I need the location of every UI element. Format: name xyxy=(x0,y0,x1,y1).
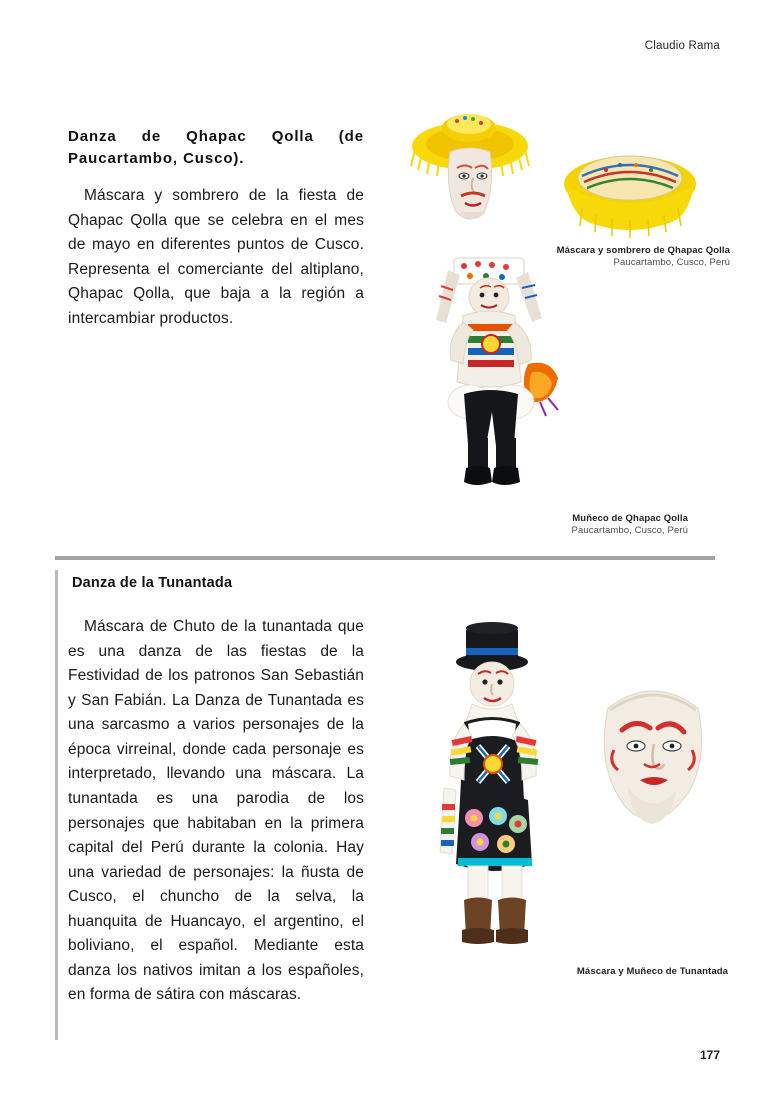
section-qhapac-qolla-body: Máscara y sombrero de la fiesta de Qhapac Qolla que se celebra en el mes de mayo en diferentes puntos de Cusco. Representa el comerciante del altiplano, Qhapac Qolla, que baja a la región a intercambiar productos. xyxy=(68,187,364,327)
caption-subtitle: Paucartambo, Cusco, Perú xyxy=(613,257,730,269)
mask-with-yellow-hat-photo xyxy=(405,108,535,240)
yellow-hat-photo xyxy=(556,140,704,240)
caption-title: Máscara y sombrero de Qhapac Qolla xyxy=(556,245,730,256)
caption-subtitle: Paucartambo, Cusco, Perú xyxy=(571,525,688,537)
running-head: Claudio Rama xyxy=(644,40,720,52)
tunantada-mask-photo xyxy=(588,668,718,828)
section-qhapac-qolla-text xyxy=(68,126,364,331)
left-vertical-rule xyxy=(55,570,58,1040)
section-tunantada-heading: Danza de la Tunantada xyxy=(72,575,233,591)
caption-qhapac-qolla-doll xyxy=(388,513,688,537)
section-qhapac-qolla-heading: Danza de Qhapac Qolla (de Paucartambo, Cusco). xyxy=(68,128,364,168)
caption-tunantada xyxy=(428,966,728,978)
caption-title: Muñeco de Qhapac Qolla xyxy=(572,513,688,524)
caption-title: Máscara y Muñeco de Tunantada xyxy=(576,966,728,977)
page-number: 177 xyxy=(699,1048,720,1062)
section-divider-rule xyxy=(55,556,715,560)
qhapac-qolla-doll-photo xyxy=(408,252,594,510)
section-tunantada-body: Máscara de Chuto de la tunantada que es una danza de las fiestas de la Festividad de los patronos San Sebastián y San Fabián. La Danza de Tunantada es una sarcasmo a varios personajes de la época virreinal, donde cada personaje es interpretado, llevando una máscara. La tunantada es una parodia de los personajes que habitaban en la primera capital del Perú durante la colonia. Hay una variedad de personajes: la ñusta de Cusco, el chuncho de la selva, la huanquita de Huancayo, el argentino, el boliviano, el español. Mediante esta danza los nativos imitan a los españoles, en forma de sátira con máscaras. xyxy=(68,618,364,1004)
tunantada-doll-photo xyxy=(408,618,583,963)
